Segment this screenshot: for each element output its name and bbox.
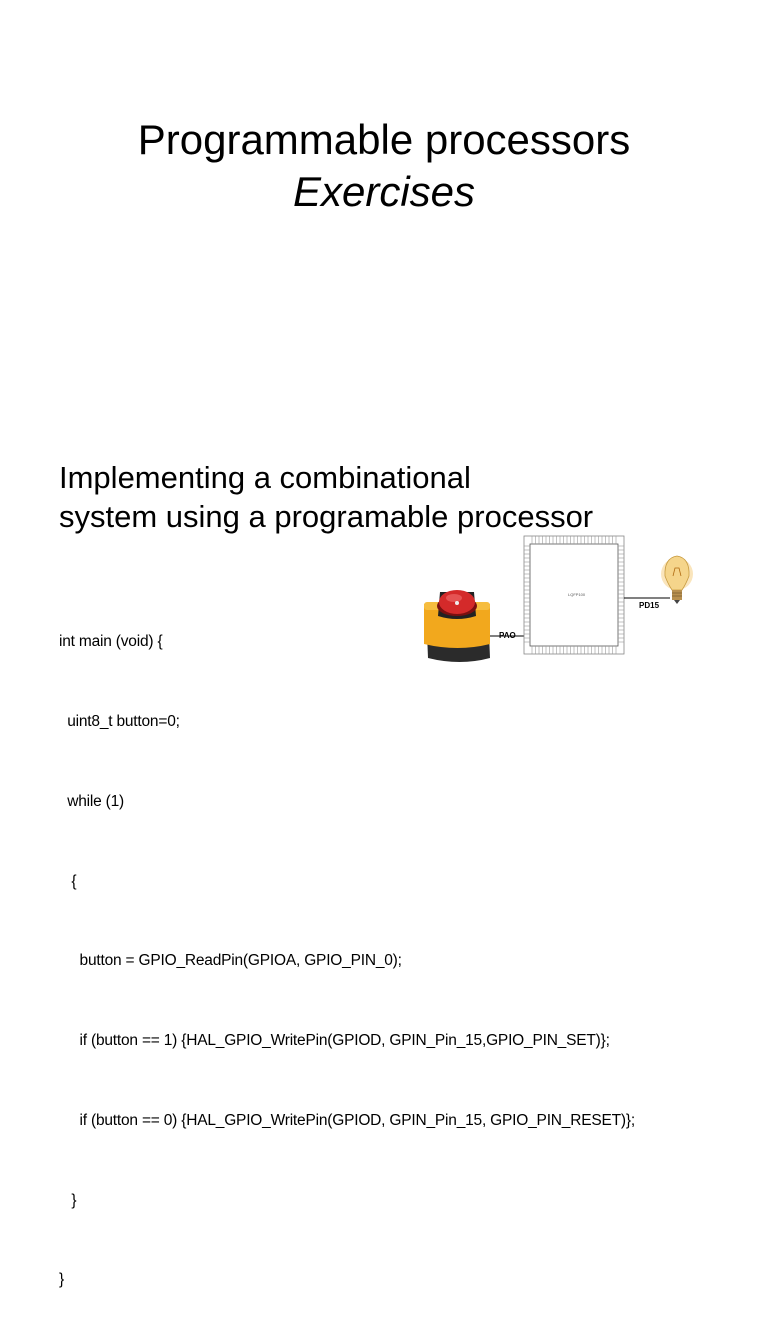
code-line: uint8_t button=0; <box>59 712 180 730</box>
heading-line-1: Implementing a combinational <box>59 460 471 495</box>
code-line: } <box>59 1271 64 1289</box>
code-line: while (1) <box>59 792 124 810</box>
code-line: if (button == 0) {HAL_GPIO_WritePin(GPIOD, GPIN_Pin_15, GPIO_PIN_RESET)}; <box>59 1111 635 1129</box>
title-main: Programmable processors <box>137 116 631 163</box>
input-pin-label: PAO <box>499 631 516 640</box>
chip-label: LQFP100 <box>568 592 586 597</box>
code-line: if (button == 1) {HAL_GPIO_WritePin(GPIOD, GPIN_Pin_15,GPIO_PIN_SET)}; <box>59 1032 610 1050</box>
section-heading <box>59 458 659 536</box>
code-line: { <box>59 872 77 890</box>
code-line: int main (void) { <box>59 633 163 651</box>
microcontroller-chip-icon <box>524 536 624 654</box>
code-block <box>59 576 635 1321</box>
title-subtitle: Exercises <box>292 168 476 215</box>
code-line: button = GPIO_ReadPin(GPIOA, GPIO_PIN_0); <box>59 952 402 970</box>
light-bulb-icon <box>661 556 693 604</box>
circuit-figure <box>420 526 740 676</box>
output-pin-label: PD15 <box>639 601 660 610</box>
slide-title <box>0 114 768 218</box>
emergency-button-icon <box>424 590 490 662</box>
code-line: } <box>59 1191 77 1209</box>
heading-line-2: system using a programable processor <box>59 499 594 534</box>
